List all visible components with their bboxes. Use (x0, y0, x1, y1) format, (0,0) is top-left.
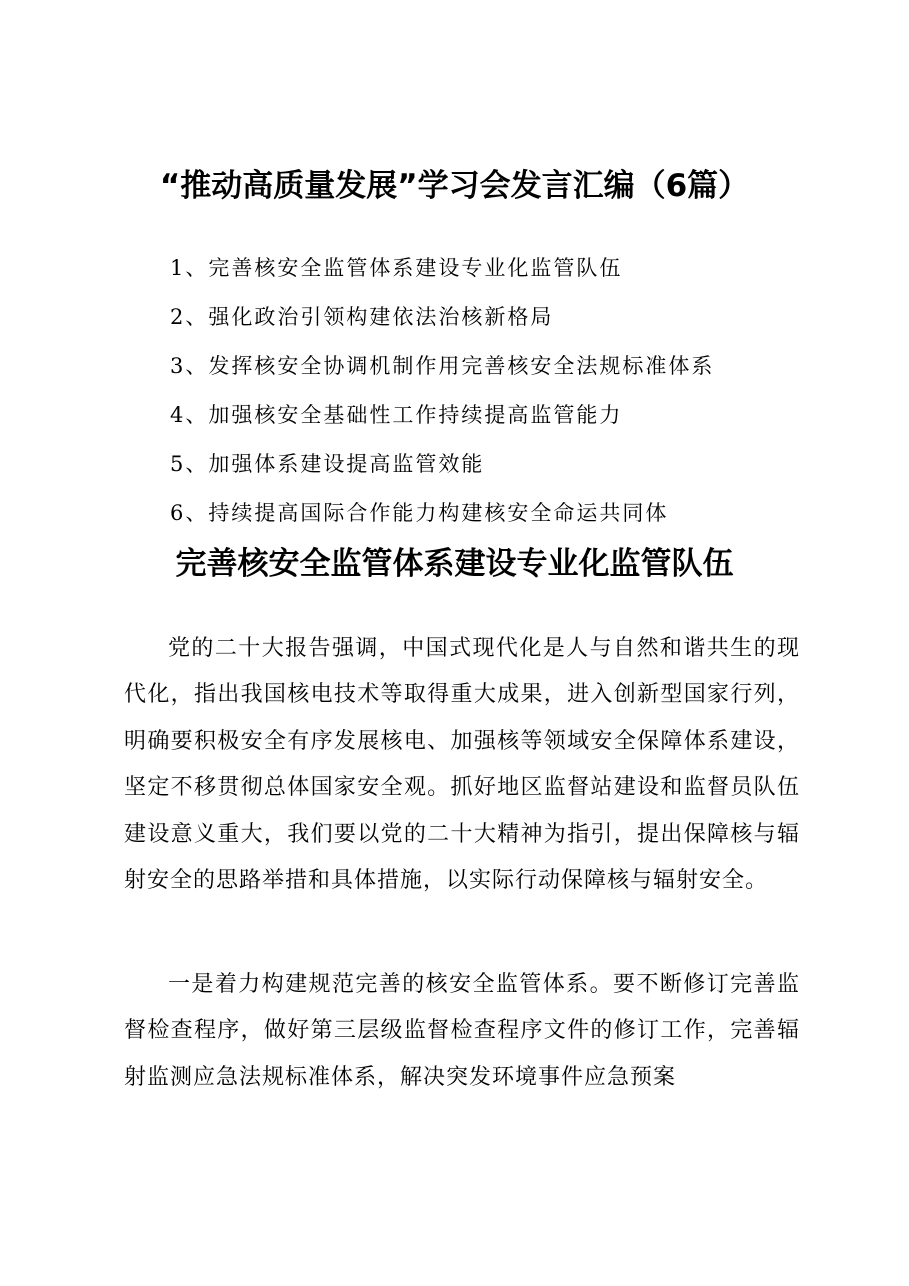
toc-item: 5、加强体系建设提高监管效能 (170, 452, 485, 476)
toc-item: 6、持续提高国际合作能力构建核安全命运共同体 (170, 501, 669, 525)
toc-item: 3、发挥核安全协调机制作用完善核安全法规标准体系 (170, 354, 715, 378)
section-title: 完善核安全监管体系建设专业化监管队伍 (175, 546, 734, 582)
toc-item: 2、强化政治引领构建依法治核新格局 (170, 305, 554, 329)
table-of-contents (170, 244, 714, 538)
document-title: “推动高质量发展”学习会发言汇编（6篇） (159, 168, 750, 204)
toc-item: 4、加强核安全基础性工作持续提高监管能力 (170, 403, 623, 427)
body-paragraph: 党的二十大报告强调，中国式现代化是人与自然和谐共生的现代化，指出我国核电技术等取得重大成果，进入创新型国家行列，明确要积极安全有序发展核电、加强核等领域安全保障体系建设，坚定不移贯彻总体国家安全观。抓好地区监督站建设和监督员队伍建设意义重大，我们要以党的二十大精神为指引，提出保障核与辐射安全的思路举措和具体措施，以实际行动保障核与辐射安全。 (124, 636, 800, 894)
body-paragraph: 一是着力构建规范完善的核安全监管体系。要不断修订完善监督检查程序，做好第三层级监督检查程序文件的修订工作，完善辐射监测应急法规标准体系，解决突发环境事件应急预案 (124, 972, 800, 1090)
toc-item: 1、完善核安全监管体系建设专业化监管队伍 (170, 256, 623, 280)
